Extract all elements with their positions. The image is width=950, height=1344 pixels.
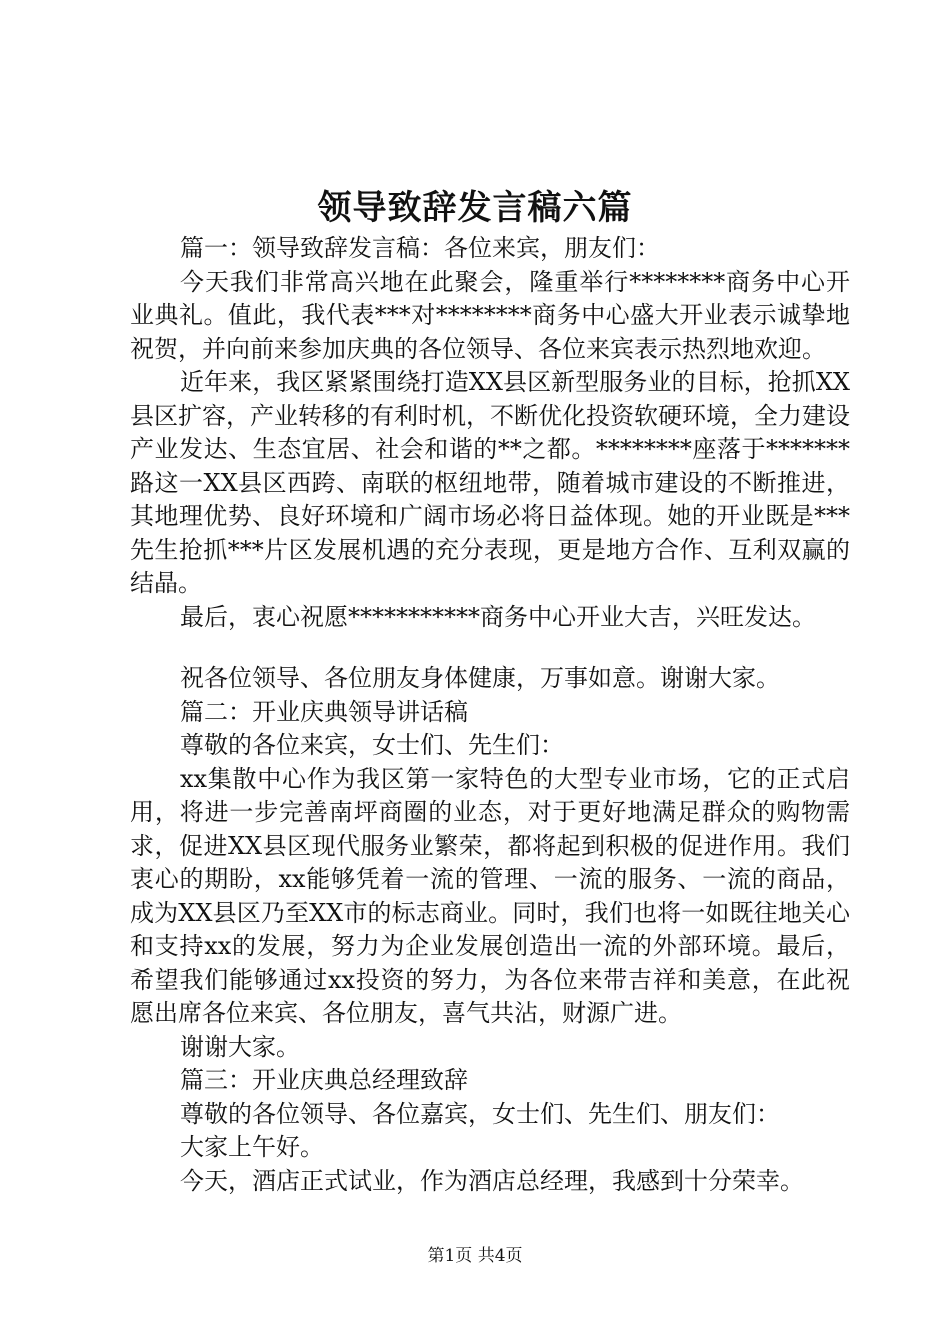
document-body	[130, 232, 850, 1198]
document-title: 领导致辞发言稿六篇	[317, 188, 633, 228]
paragraph-distribution-center: xx集散中心作为我区第一家特色的大型专业市场，它的正式启用，将进一步完善南坪商圈的业态，对于更好地满足群众的购物需求，促进XX县区现代服务业繁荣，都将起到积极的促进作用。我们衷心的期盼，xx能够凭着一流的管理、一流的服务、一流的商品，成为XX县区乃至XX市的标志商业。同时，我们也将一如既往地关心和支持xx的发展，努力为企业发展创造出一流的外部环境。最后，希望我们能够通过xx投资的努力，为各位来带吉祥和美意，在此祝愿出席各位来宾、各位朋友，喜气共沾，财源广进。	[130, 764, 850, 1027]
paragraph-blessing: 祝各位领导、各位朋友身体健康，万事如意。谢谢大家。	[180, 664, 780, 692]
paragraph-opening-ceremony: 今天我们非常高兴地在此聚会，隆重举行********商务中心开业典礼。值此，我代表***对********商务中心盛大开业表示诚挚地祝贺，并向前来参加庆典的各位领导、各位来宾表示热烈地欢迎。	[130, 267, 850, 363]
paragraph-district-development: 近年来，我区紧紧围绕打造XX县区新型服务业的目标，抢抓XX县区扩容，产业转移的有利时机，不断优化投资软硬环境，全力建设产业发达、生态宜居、社会和谐的**之都。********座落于*******路这一XX县区西跨、南联的枢纽地带，随着城市建设的不断推进，其地理优势、良好环境和广阔市场必将日益体现。她的开业既是***先生抢抓***片区发展机遇的充分表现，更是地方合作、互利双赢的结晶。	[130, 368, 850, 597]
paragraph-hotel-opening: 今天，酒店正式试业，作为酒店总经理，我感到十分荣幸。	[180, 1166, 804, 1195]
section-three-heading: 篇三：开业庆典总经理致辞	[180, 1066, 468, 1094]
paragraph-closing-wish: 最后，衷心祝愿***********商务中心开业大吉，兴旺发达。	[180, 602, 816, 631]
section-two-salutation: 尊敬的各位来宾，女士们、先生们：	[180, 731, 564, 759]
section-three-salutation: 尊敬的各位领导、各位嘉宾，女士们、先生们、朋友们：	[180, 1099, 780, 1128]
paragraph-greeting: 大家上午好。	[180, 1133, 324, 1161]
paragraph-gap	[130, 634, 850, 662]
paragraph-thanks: 谢谢大家。	[180, 1032, 300, 1061]
page-number-footer: 第1页 共4页	[427, 1246, 523, 1266]
section-one-heading: 篇一：领导致辞发言稿：各位来宾，朋友们：	[180, 234, 660, 262]
section-two-heading: 篇二：开业庆典领导讲话稿	[180, 697, 468, 726]
